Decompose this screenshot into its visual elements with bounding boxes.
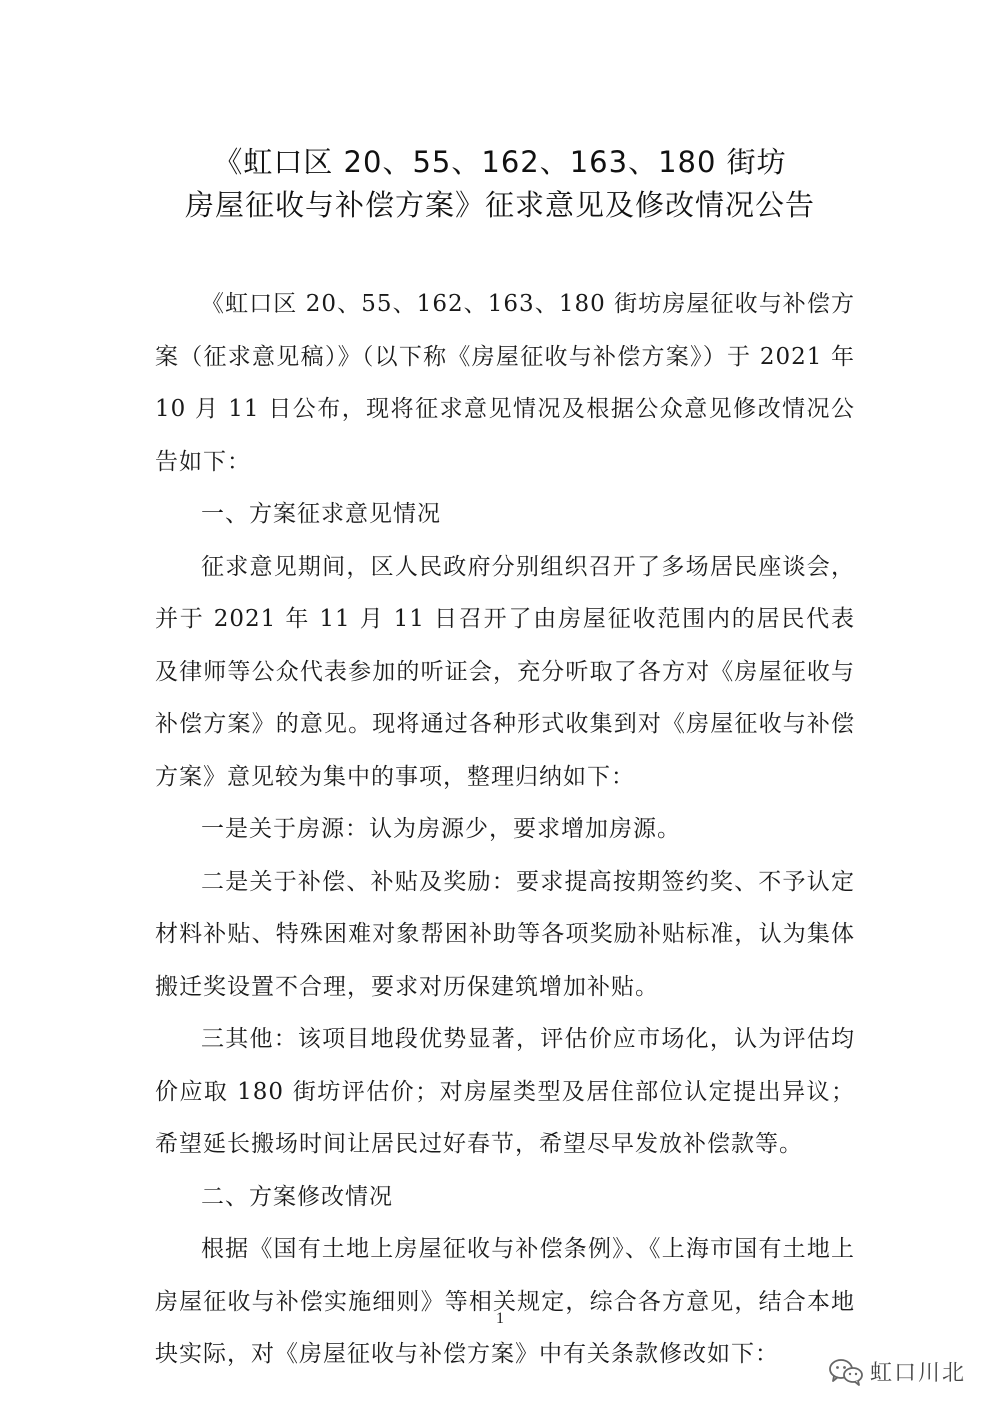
document-body [155,278,855,1381]
body-paragraph: 三其他：该项目地段优势显著，评估价应市场化，认为评估均价应取 180 街坊评估价；对房屋类型及居住部位认定提出异议；希望延长搬场时间让居民过好春节，希望尽早发放补偿款等。 [155,1026,855,1157]
body-paragraph: 一是关于房源：认为房源少，要求增加房源。 [201,816,681,842]
section-heading-2: 二、方案修改情况 [201,1183,393,1210]
intro-paragraph: 《虹口区 20、55、162、163、180 街坊房屋征收与补偿方案（征求意见稿）》（以下称《房屋征收与补偿方案》）于 2021 年 10 月 11 日公布，现将征求意见情况及根据公众意见修改情况公告如下： [155,291,855,475]
body-paragraph: 二是关于补偿、补贴及奖励：要求提高按期签约奖、不予认定材料补贴、特殊困难对象帮困补助等各项奖励补贴标准，认为集体搬迁奖设置不合理，要求对历保建筑增加补贴。 [155,868,855,1000]
wechat-icon [828,1357,864,1387]
body-paragraph: 征求意见期间，区人民政府分别组织召开了多场居民座谈会，并于 2021 年 11 月 11 日召开了由房屋征收范围内的居民代表及律师等公众代表参加的听证会，充分听取了各方对《房屋征收与补偿方案》的意见。现将通过各种形式收集到对《房屋征收与补偿方案》意见较为集中的事项，整理归纳如下： [155,553,855,790]
document-title-line-1: 《虹口区 20、55、162、163、180 街坊 [213,145,787,179]
wechat-watermark [828,1356,966,1387]
section-heading-1: 一、方案征求意见情况 [201,501,441,527]
document-title-line-2: 房屋征收与补偿方案》征求意见及修改情况公告 [184,188,815,222]
body-paragraph: 根据《国有土地上房屋征收与补偿条例》、《上海市国有土地上房屋征收与补偿实施细则》等相关规定，综合各方意见，结合本地块实际，对《房屋征收与补偿方案》中有关条款修改如下： [155,1236,855,1367]
page-number: 1 [496,1310,504,1327]
watermark-text: 虹口川北 [870,1361,967,1386]
